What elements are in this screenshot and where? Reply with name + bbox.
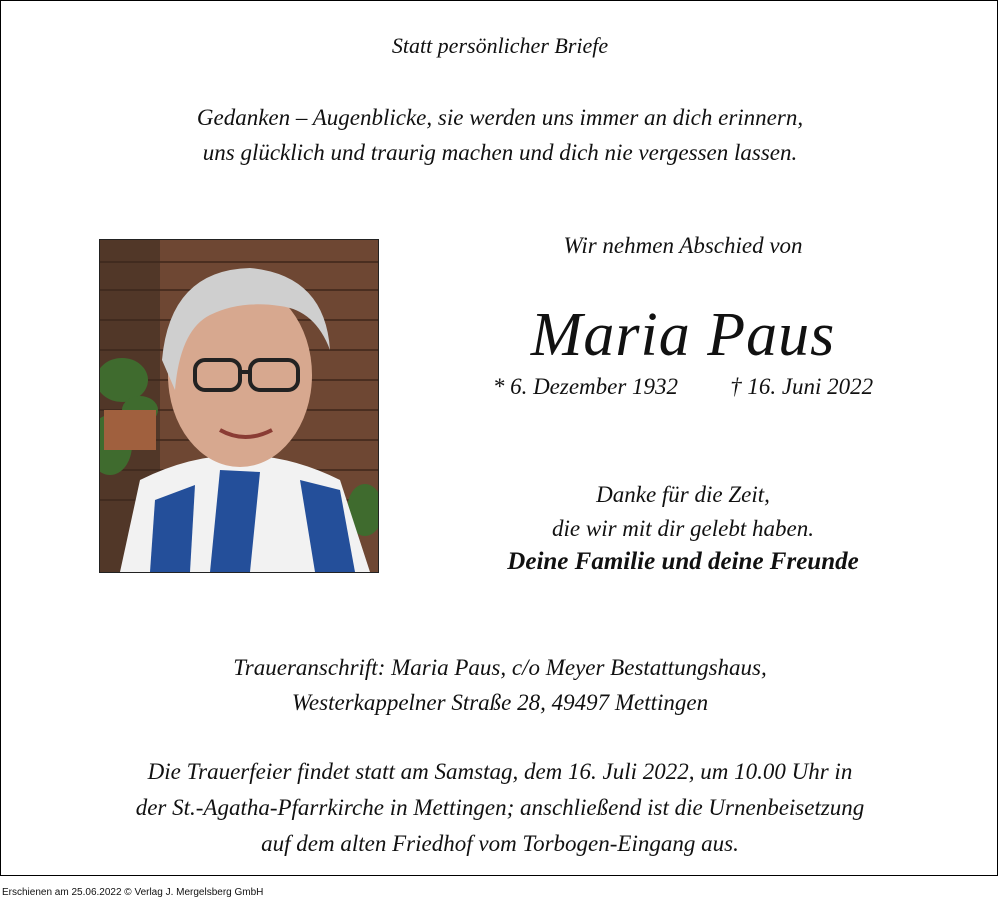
- farewell-line: Wir nehmen Abschied von: [563, 233, 803, 258]
- portrait-photo: [99, 239, 379, 573]
- verse-line-1: Gedanken – Augenblicke, sie werden uns immer an dich erinnern,: [196, 105, 804, 130]
- birth-date: * 6. Dezember 1932: [492, 374, 679, 399]
- address-line-1: Traueranschrift: Maria Paus, c/o Meyer Bestattungshaus,: [233, 655, 767, 680]
- thanks-text: [450, 478, 916, 546]
- service-line-2: der St.-Agatha-Pfarrkirche in Mettingen; anschließend ist die Urnenbeisetzung: [135, 795, 865, 820]
- funeral-service-info: [0, 754, 1000, 862]
- address-line-2: Westerkappelner Straße 28, 49497 Mettingen: [291, 690, 709, 715]
- intro-line: Statt persönlicher Briefe: [391, 33, 609, 58]
- death-date: † 16. Juni 2022: [730, 374, 874, 399]
- service-line-1: Die Trauerfeier findet statt am Samstag, dem 16. Juli 2022, um 10.00 Uhr in: [147, 759, 853, 784]
- life-dates: [450, 374, 916, 400]
- verse-line-2: uns glücklich und traurig machen und dich nie vergessen lassen.: [202, 140, 798, 165]
- signature: Deine Familie und deine Freunde: [507, 548, 859, 575]
- thanks-line-2: die wir mit dir gelebt haben.: [552, 516, 814, 541]
- publication-footer: Erschienen am 25.06.2022 © Verlag J. Mergelsberg GmbH: [2, 887, 264, 898]
- deceased-name: Maria Paus: [530, 301, 836, 369]
- mourning-address: [0, 650, 1000, 720]
- memorial-verse: [0, 100, 1000, 170]
- service-line-3: auf dem alten Friedhof vom Torbogen-Eingang aus.: [261, 831, 739, 856]
- thanks-line-1: Danke für die Zeit,: [596, 482, 770, 507]
